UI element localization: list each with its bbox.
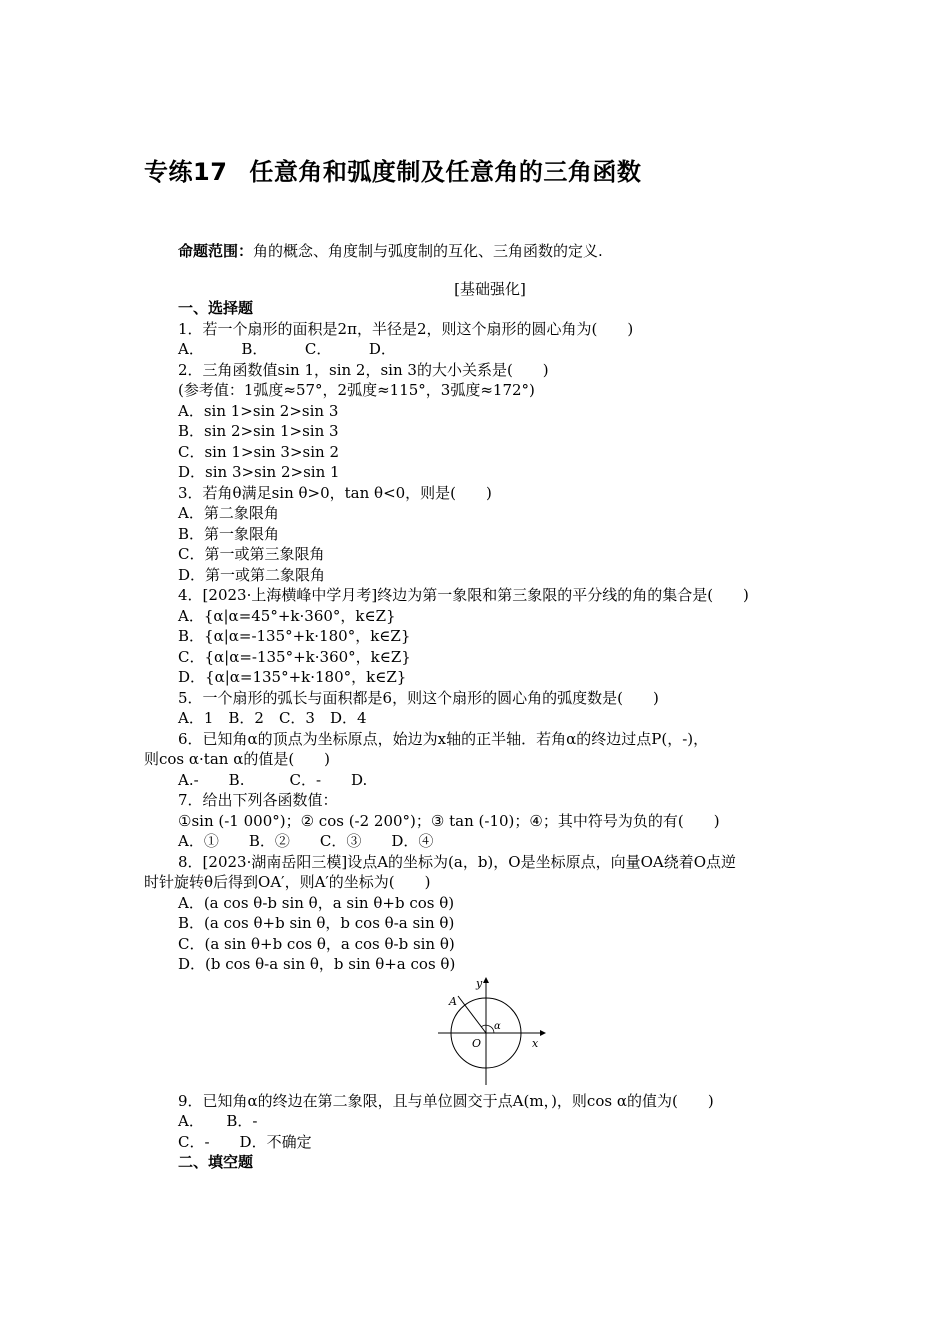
q5-stem: 5．一个扇形的弧长与面积都是6，则这个扇形的圆心角的弧度数是( ): [178, 688, 659, 707]
question-list: [144, 298, 812, 1173]
page-title: [144, 152, 641, 187]
q3-option-d: D．第一或第二象限角: [178, 565, 326, 584]
title-text: 任意角和弧度制及任意角的三角函数: [249, 158, 642, 186]
x-axis-arrow: [540, 1030, 546, 1036]
q2-option-c: C．sin 1>sin 3>sin 2: [178, 442, 340, 461]
angle-label: α: [494, 1020, 501, 1032]
q5-options: A．1 B．2 C．3 D．4: [178, 709, 367, 727]
q1-options: A． B． C． D．: [178, 340, 396, 358]
origin-label: O: [472, 1036, 482, 1050]
q6-options: A.- B. C．- D.: [178, 770, 368, 789]
axis-y-label: y: [476, 976, 483, 990]
q4-option-b: B．{α|α=-135°+k·180°，k∈Z}: [178, 627, 411, 645]
heading-fill-blank: 二、填空题: [178, 1153, 254, 1171]
q7-values: ①sin (-1 000°)；② cos (-2 200°)；③ tan (-10)；④；其中符号为负的有( ): [178, 811, 720, 830]
q6-stem: 6．已知角α的顶点为坐标原点，始边为x轴的正半轴．若角α的终边过点P(，-)，: [178, 729, 709, 748]
heading-choice: 一、选择题: [178, 299, 254, 317]
q4-option-d: D．{α|α=135°+k·180°，k∈Z}: [178, 668, 407, 686]
q4-stem: 4．[2023·上海横峰中学月考]终边为第一象限和第三象限的平分线的角的集合是( ): [178, 586, 749, 604]
q9-options-cd: C．- D．不确定: [178, 1132, 312, 1151]
q8-option-b: B．(a cos θ+b sin θ，b cos θ-a sin θ): [178, 914, 455, 932]
axis-x-label: x: [532, 1036, 539, 1050]
title-number: 专练17: [144, 158, 228, 186]
q2-option-a: A．sin 1>sin 2>sin 3: [178, 401, 339, 420]
q4-option-c: C．{α|α=-135°+k·360°，k∈Z}: [178, 647, 411, 666]
terminal-side: [458, 996, 486, 1033]
q9-stem: 9．已知角α的终边在第二象限，且与单位圆交于点A(m，)，则cos α的值为( ): [178, 1091, 714, 1110]
q2-option-b: B．sin 2>sin 1>sin 3: [178, 422, 339, 440]
q2-option-d: D．sin 3>sin 2>sin 1: [178, 463, 340, 481]
q8-option-c: C．(a sin θ+b cos θ，a cos θ-b sin θ): [178, 934, 455, 953]
q6-stem-cont: 则cos α·tan α的值是( ): [144, 750, 331, 768]
unit-circle-figure: [144, 975, 812, 1091]
y-axis-arrow: [483, 977, 489, 983]
q3-option-a: A．第二象限角: [178, 504, 279, 522]
unit-circle-svg: [436, 975, 546, 1087]
q9-options-ab: A． B．-: [178, 1112, 258, 1130]
q8-stem-cont: 时针旋转θ后得到OA′，则A′的坐标为( ): [144, 873, 431, 891]
q3-option-c: C．第一或第三象限角: [178, 545, 325, 563]
q8-stem: 8．[2023·湖南岳阳三模]设点A的坐标为(a，b)，O是坐标原点，向量OA绕着O点逆: [178, 852, 736, 871]
q3-stem: 3．若角θ满足sin θ>0，tan θ<0，则是( ): [178, 483, 492, 502]
scope-label: 命题范围：: [178, 242, 254, 260]
q7-stem: 7．给出下列各函数值：: [178, 791, 338, 809]
q8-option-a: A．(a cos θ-b sin θ，a sin θ+b cos θ): [178, 893, 455, 912]
section-basic: [基础强化]: [454, 280, 526, 298]
topic-scope: [178, 240, 603, 261]
q8-option-d: D．(b cos θ-a sin θ，b sin θ+a cos θ): [178, 955, 456, 973]
point-a-label: A: [449, 994, 457, 1008]
q7-options: A．① B．② C．③ D．④: [178, 832, 434, 850]
q3-option-b: B．第一象限角: [178, 524, 280, 543]
q1-stem: 1．若一个扇形的面积是2π，半径是2，则这个扇形的圆心角为( ): [178, 319, 634, 338]
q2-stem: 2．三角函数值sin 1，sin 2，sin 3的大小关系是( ): [178, 360, 549, 379]
q2-reference: (参考值：1弧度≈57°，2弧度≈115°，3弧度≈172°): [178, 381, 535, 399]
q4-option-a: A．{α|α=45°+k·360°，k∈Z}: [178, 606, 396, 625]
scope-text: 角的概念、角度制与弧度制的互化、三角函数的定义.: [253, 242, 603, 260]
